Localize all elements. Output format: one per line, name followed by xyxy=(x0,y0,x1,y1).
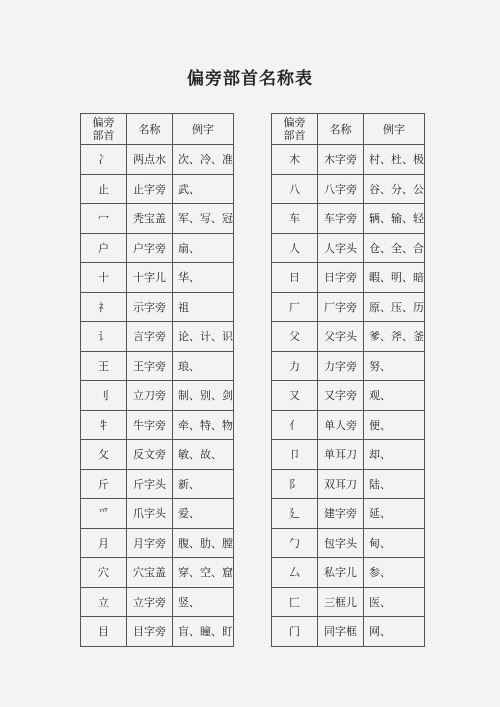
table-row xyxy=(272,410,425,440)
table-row xyxy=(81,617,234,647)
table-row xyxy=(81,263,234,293)
radical-cell: 户 xyxy=(81,233,127,263)
name-cell: 三框儿 xyxy=(318,587,364,617)
radical-cell: 十 xyxy=(81,263,127,293)
example-cell: 便、 xyxy=(364,410,425,440)
table-row xyxy=(272,351,425,381)
table-row xyxy=(272,587,425,617)
name-cell: 户字旁 xyxy=(127,233,173,263)
example-cell: 却、 xyxy=(364,440,425,470)
name-cell: 秃宝盖 xyxy=(127,204,173,234)
table-row xyxy=(81,145,234,175)
radical-cell: 门 xyxy=(272,617,318,647)
table-row xyxy=(272,233,425,263)
header-radical-text: 偏旁部首 xyxy=(92,116,115,142)
radical-cell: 爫 xyxy=(81,499,127,529)
example-cell: 爱、 xyxy=(173,499,234,529)
name-cell: 八字旁 xyxy=(318,174,364,204)
table-row xyxy=(81,558,234,588)
header-example: 例字 xyxy=(364,114,425,145)
radical-cell: 斤 xyxy=(81,469,127,499)
example-cell: 竖、 xyxy=(173,587,234,617)
example-cell: 仓、全、合 xyxy=(364,233,425,263)
table-row xyxy=(272,145,425,175)
name-cell: 立刀旁 xyxy=(127,381,173,411)
radical-cell: 刂 xyxy=(81,381,127,411)
table-row xyxy=(272,322,425,352)
table-row xyxy=(81,351,234,381)
radical-cell: 厶 xyxy=(272,558,318,588)
radical-cell: 牜 xyxy=(81,410,127,440)
name-cell: 又字旁 xyxy=(318,381,364,411)
name-cell: 私字儿 xyxy=(318,558,364,588)
name-cell: 单人旁 xyxy=(318,410,364,440)
header-name: 名称 xyxy=(318,114,364,145)
table-row xyxy=(272,528,425,558)
table-row xyxy=(272,174,425,204)
header-name: 名称 xyxy=(127,114,173,145)
example-cell: 努、 xyxy=(364,351,425,381)
name-cell: 同字框 xyxy=(318,617,364,647)
example-cell: 扇、 xyxy=(173,233,234,263)
radical-cell: 冖 xyxy=(81,204,127,234)
radical-table-right xyxy=(271,113,425,647)
table-header-row xyxy=(272,114,425,145)
radical-cell: 卩 xyxy=(272,440,318,470)
radical-cell: 廴 xyxy=(272,499,318,529)
radical-cell: 止 xyxy=(81,174,127,204)
name-cell: 双耳刀 xyxy=(318,469,364,499)
header-radical xyxy=(272,114,318,145)
name-cell: 斤字头 xyxy=(127,469,173,499)
radical-cell: 冫 xyxy=(81,145,127,175)
table-row xyxy=(81,410,234,440)
radical-cell: 匚 xyxy=(272,587,318,617)
example-cell: 制、别、剑 xyxy=(173,381,234,411)
radical-cell: 月 xyxy=(81,528,127,558)
example-cell: 琅、 xyxy=(173,351,234,381)
name-cell: 反文旁 xyxy=(127,440,173,470)
example-cell: 新、 xyxy=(173,469,234,499)
table-row xyxy=(81,204,234,234)
table-row xyxy=(81,381,234,411)
name-cell: 父字头 xyxy=(318,322,364,352)
name-cell: 爪字头 xyxy=(127,499,173,529)
radical-cell: 勹 xyxy=(272,528,318,558)
name-cell: 厂字旁 xyxy=(318,292,364,322)
table-row xyxy=(272,204,425,234)
radical-cell: 穴 xyxy=(81,558,127,588)
table-row xyxy=(272,469,425,499)
name-cell: 目字旁 xyxy=(127,617,173,647)
radical-cell: 讠 xyxy=(81,322,127,352)
name-cell: 车字旁 xyxy=(318,204,364,234)
table-row xyxy=(272,499,425,529)
radical-cell: 立 xyxy=(81,587,127,617)
table-row xyxy=(81,587,234,617)
name-cell: 言字旁 xyxy=(127,322,173,352)
example-cell: 参、 xyxy=(364,558,425,588)
example-cell: 次、冷、准 xyxy=(173,145,234,175)
header-radical-text: 偏旁部首 xyxy=(283,116,306,142)
table-row xyxy=(272,617,425,647)
table-header-row xyxy=(81,114,234,145)
radical-cell: 八 xyxy=(272,174,318,204)
table-row xyxy=(81,322,234,352)
name-cell: 建字旁 xyxy=(318,499,364,529)
table-row xyxy=(272,263,425,293)
example-cell: 原、压、历 xyxy=(364,292,425,322)
example-cell: 敏、故、 xyxy=(173,440,234,470)
example-cell: 祖 xyxy=(173,292,234,322)
example-cell: 暇、明、暗 xyxy=(364,263,425,293)
name-cell: 日字旁 xyxy=(318,263,364,293)
radical-table-left xyxy=(80,113,234,647)
radical-cell: 王 xyxy=(81,351,127,381)
example-cell: 盲、瞳、盯 xyxy=(173,617,234,647)
header-radical xyxy=(81,114,127,145)
table-row xyxy=(272,440,425,470)
name-cell: 穴宝盖 xyxy=(127,558,173,588)
radical-cell: 力 xyxy=(272,351,318,381)
example-cell: 辆、输、轻 xyxy=(364,204,425,234)
example-cell: 医、 xyxy=(364,587,425,617)
radical-cell: 阝 xyxy=(272,469,318,499)
name-cell: 力字旁 xyxy=(318,351,364,381)
name-cell: 止字旁 xyxy=(127,174,173,204)
example-cell: 陆、 xyxy=(364,469,425,499)
example-cell: 穿、空、窟 xyxy=(173,558,234,588)
table-row xyxy=(81,292,234,322)
example-cell: 牵、特、物 xyxy=(173,410,234,440)
table-row xyxy=(272,558,425,588)
name-cell: 单耳刀 xyxy=(318,440,364,470)
example-cell: 爹、斧、釜 xyxy=(364,322,425,352)
table-row xyxy=(81,233,234,263)
example-cell: 谷、分、公 xyxy=(364,174,425,204)
example-cell: 观、 xyxy=(364,381,425,411)
radical-cell: 车 xyxy=(272,204,318,234)
example-cell: 延、 xyxy=(364,499,425,529)
radical-cell: 攵 xyxy=(81,440,127,470)
table-row xyxy=(272,381,425,411)
example-cell: 村、杜、极 xyxy=(364,145,425,175)
header-example: 例字 xyxy=(173,114,234,145)
radical-cell: 父 xyxy=(272,322,318,352)
example-cell: 网、 xyxy=(364,617,425,647)
name-cell: 人字头 xyxy=(318,233,364,263)
name-cell: 十字儿 xyxy=(127,263,173,293)
name-cell: 木字旁 xyxy=(318,145,364,175)
name-cell: 两点水 xyxy=(127,145,173,175)
name-cell: 牛字旁 xyxy=(127,410,173,440)
name-cell: 立字旁 xyxy=(127,587,173,617)
example-cell: 腹、肋、膛 xyxy=(173,528,234,558)
example-cell: 华、 xyxy=(173,263,234,293)
example-cell: 甸、 xyxy=(364,528,425,558)
name-cell: 月字旁 xyxy=(127,528,173,558)
table-row xyxy=(81,440,234,470)
table-row xyxy=(81,174,234,204)
table-row xyxy=(272,292,425,322)
name-cell: 示字旁 xyxy=(127,292,173,322)
table-row xyxy=(81,528,234,558)
name-cell: 包字头 xyxy=(318,528,364,558)
page-title: 偏旁部首名称表 xyxy=(187,69,313,89)
table-row xyxy=(81,469,234,499)
radical-cell: 人 xyxy=(272,233,318,263)
radical-cell: 目 xyxy=(81,617,127,647)
radical-cell: 厂 xyxy=(272,292,318,322)
name-cell: 王字旁 xyxy=(127,351,173,381)
example-cell: 军、写、冠 xyxy=(173,204,234,234)
table-row xyxy=(81,499,234,529)
radical-cell: 礻 xyxy=(81,292,127,322)
example-cell: 论、计、识 xyxy=(173,322,234,352)
radical-cell: 木 xyxy=(272,145,318,175)
radical-cell: 日 xyxy=(272,263,318,293)
radical-cell: 亻 xyxy=(272,410,318,440)
example-cell: 武、 xyxy=(173,174,234,204)
radical-cell: 又 xyxy=(272,381,318,411)
